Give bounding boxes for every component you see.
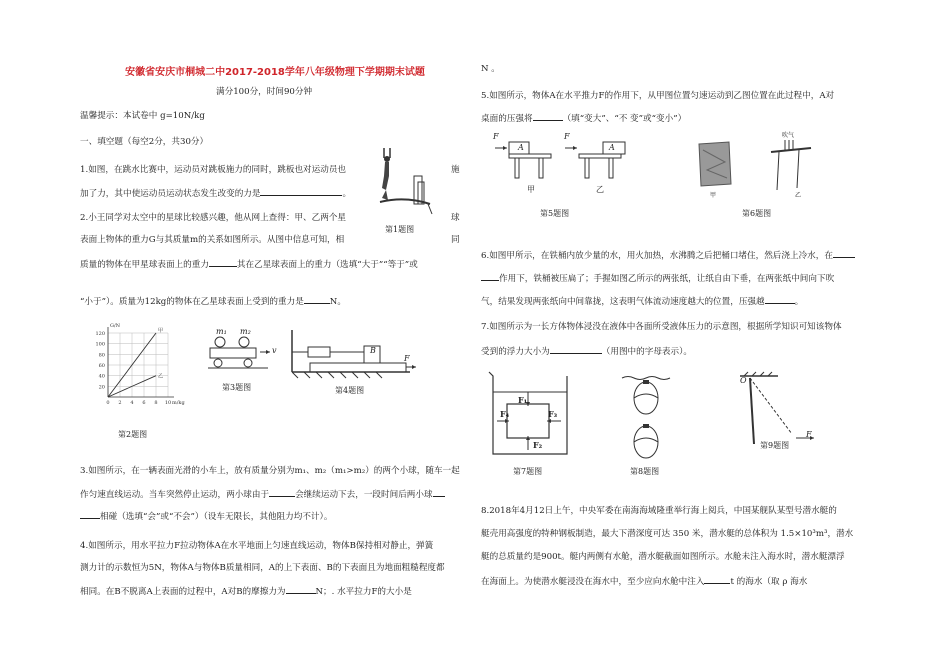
q1-line2: [80, 186, 351, 201]
q1-line2-text: 加了力，其中使运动员运动状态发生改变的力是: [80, 189, 261, 199]
fig7-beaker: [485, 370, 575, 458]
fig3-label-m1: m₁: [216, 327, 227, 336]
fig9-label-F: F: [806, 430, 812, 439]
q2-line4-end: N。: [329, 297, 346, 307]
q3-answer-blank-2[interactable]: [433, 487, 445, 497]
q7-answer-blank[interactable]: [550, 344, 602, 354]
fig2-chart: [90, 323, 185, 415]
q7-line1: 7.如图所示为一长方体物体浸没在液体中各面所受液体压力的示意图，根据所学知识可知该物体: [481, 322, 842, 332]
fig8-caption: 第8题图: [630, 467, 660, 476]
chart-y-tick-label: 20: [98, 384, 105, 391]
fig5-caption: 第5题图: [540, 209, 570, 218]
fig7-label-F4: F₄: [500, 409, 510, 419]
exam-tip: 温馨提示：本试卷中 g=10N/kg: [80, 111, 205, 121]
fig8-submarines: [622, 372, 672, 464]
q4-line1: 4.如图所示，用水平拉力F拉动物体A在水平地面上匀速直线运动，物体B保持相对静止，弹簧: [80, 541, 434, 551]
q3-line2-text: 作匀速直线运动。当车突然停止运动，两小球由于: [80, 490, 270, 500]
exam-subtitle: 满分100分，时间90分钟: [216, 87, 313, 97]
chart-y-tick-label: 120: [95, 331, 105, 337]
fig4-label-B: B: [370, 346, 376, 355]
q2-line3-end: 其在乙星球表面上的重力（选填“大于”“等于”或: [236, 260, 418, 270]
fig5-label-yi: 乙: [596, 185, 604, 194]
q2-answer-blank-1[interactable]: [209, 257, 237, 267]
q2-line2: 表面上物体的重力G与其质量m的关系如图所示。从图中信息可知，相: [80, 235, 345, 245]
chart-y-axis-label: G/N: [110, 323, 121, 329]
q3-answer-blank-3[interactable]: [80, 509, 100, 519]
chart-x-tick-label: 8: [154, 400, 158, 406]
fig4-label-F: F: [404, 354, 410, 363]
fig1-caption: 第1题图: [385, 225, 415, 234]
q1-answer-blank[interactable]: [260, 186, 342, 196]
q8-line3: 艇的总质量约是900t。艇内两侧有水舱，潜水艇截面如图所示。水舱未注入海水时，潜水艇漂浮: [481, 552, 845, 562]
chart-x-tick-label: 10: [164, 400, 172, 406]
fig7-caption: 第7题图: [513, 467, 543, 476]
chart-y-tick-label: 100: [95, 341, 105, 348]
fig1-diver: [370, 146, 430, 216]
q3-line1: 3.如图所示，在一辆表面光滑的小车上，放有质量分别为m₁、m₂（m₁>m₂）的两个小球，随车一起: [80, 466, 460, 476]
q2-answer-blank-2[interactable]: [304, 294, 330, 304]
q8-answer-blank[interactable]: [704, 574, 730, 584]
chart-x-tick-label: 4: [130, 400, 134, 406]
fig5-label-jia: 甲: [527, 185, 535, 194]
fig3-cart: [208, 332, 278, 372]
q4-line3-text: 相同。在B不脱离A上表面的过程中，A对B的摩擦力为: [80, 587, 286, 597]
q7-line2: [481, 344, 692, 359]
q3-line2-mid: 会继续运动下去，一段时间后两小球: [295, 490, 433, 500]
q3-line2: [80, 487, 445, 502]
chart-x-tick-label: 2: [118, 400, 122, 406]
q5-answer-blank[interactable]: [533, 111, 563, 121]
q6-line2: [481, 271, 834, 286]
q6-answer-blank-1b[interactable]: [481, 271, 499, 281]
chart-x-axis-label: m/kg: [172, 400, 185, 406]
q1-line2-end: 。: [342, 189, 352, 199]
fig4-caption: 第4题图: [335, 386, 365, 395]
fig6-crushed-can: [695, 140, 735, 188]
fig5-label-A1: A: [518, 143, 524, 152]
q6-line1: [481, 248, 855, 263]
q6-line3-text: 气，结果发现两张纸向中间靠拢，这表明气体流动速度越大的位置，压强越: [481, 297, 765, 307]
fig3-label-m2: m₂: [240, 327, 251, 336]
q2-line1-end: 球: [451, 213, 460, 223]
q8-line4: [481, 574, 807, 589]
q2-line3: [80, 257, 418, 272]
q5-line2-text: 桌面的压强将: [481, 114, 533, 124]
fig3-label-v: v: [272, 346, 277, 355]
q4-line3-end: N；. 水平拉力F的大小是: [315, 587, 412, 597]
q8-line4-end: t 的海水（取 ρ 海水: [730, 577, 808, 587]
q5-line1: 5.如图所示，物体A在水平推力F的作用下，从甲图位置匀速运动到乙图位置在此过程中，A对: [481, 91, 835, 101]
q2-line4-text: “小于”）。质量为12kg的物体在乙星球表面上受到的重力是: [80, 297, 304, 307]
fig9-label-O: O: [740, 376, 747, 385]
q2-line1: 2.小王同学对太空中的星球比较感兴趣，他从网上查得：甲、乙两个星: [80, 213, 347, 223]
chart-x-tick-label: 6: [142, 400, 146, 406]
q2-line2-end: 同: [451, 235, 460, 245]
fig9-caption: 第9题图: [760, 441, 790, 450]
q8-line2: 艇壳用高强度的特种钢板制造，最大下潜深度可达 350 米，潜水艇的总体积为 1.5×10³m³，潜水: [481, 529, 854, 539]
q5-line2-end: （填“变大”、“不 变”或“变小”）: [562, 114, 687, 124]
q6-line3-end: 。: [794, 297, 804, 307]
fig6-paper-sheets: [767, 138, 817, 193]
chart-y-tick-label: 60: [98, 363, 105, 369]
q7-line2-text: 受到的浮力大小为: [481, 347, 550, 357]
q5-line2: [481, 111, 686, 126]
chart-series-label: 乙: [158, 373, 164, 380]
q7-line2-end: （用图中的字母表示）。: [601, 347, 692, 357]
q4-continuation: N 。: [481, 64, 500, 74]
fig4-spring-blocks: [290, 330, 420, 380]
fig2-caption: 第2题图: [118, 430, 148, 439]
q2-line4: [80, 294, 346, 309]
q6-answer-blank-1[interactable]: [833, 248, 855, 258]
page-title: 安徽省安庆市桐城二中2017-2018学年八年级物理下学期期末试题: [125, 67, 425, 78]
fig7-label-F2: F₂: [533, 440, 543, 450]
fig3-caption: 第3题图: [222, 383, 252, 392]
q8-line4-text: 在海面上。为使潜水艇浸没在海水中，至少应向水舱中注入: [481, 577, 705, 587]
fig6-label-yi: 乙: [795, 192, 802, 199]
chart-series-label: 甲: [158, 328, 164, 334]
q6-line1-text: 6.如图甲所示，在铁桶内放少量的水，用火加热，水沸腾之后把桶口堵住，然后浇上冷水，在: [481, 251, 833, 261]
q6-line3: [481, 294, 803, 309]
q6-answer-blank-2[interactable]: [765, 294, 795, 304]
q3-line3: [80, 509, 332, 524]
fig5-label-F1: F: [493, 132, 499, 141]
q3-line3-text: 相碰（选填“会”或“不会”）（设车无限长，其他阻力均不计）。: [100, 512, 333, 522]
chart-y-tick-label: 80: [98, 352, 105, 359]
fig6-label-jia: 甲: [710, 192, 717, 199]
fig5-label-A2: A: [609, 143, 615, 152]
q4-answer-blank[interactable]: [286, 584, 316, 594]
fig6-label-chuiqi: 吹气: [782, 132, 795, 139]
fig7-label-F3: F₃: [548, 409, 558, 419]
q3-answer-blank-1[interactable]: [269, 487, 295, 497]
chart-y-tick-label: 40: [98, 373, 105, 380]
section-heading: 一、填空题（每空2分，共30分）: [80, 137, 209, 147]
q8-line1: 8.2018年4月12日上午，中央军委在南海海域隆重举行海上阅兵，中国某舰队某型号潜水艇的: [481, 506, 837, 516]
q1-line1: 1.如图，在跳水比赛中，运动员对跳板施力的同时，跳板也对运动员也: [80, 165, 347, 175]
q4-line3: [80, 584, 412, 599]
q1-line1-end: 施: [451, 165, 460, 175]
q6-line2-text: 作用下，铁桶被压扁了；手握如图乙所示的两张纸，让纸自由下垂，在两张纸中间向下吹: [499, 274, 835, 284]
fig6-caption: 第6题图: [742, 209, 772, 218]
fig5-label-F2: F: [564, 132, 570, 141]
q2-line3-text: 质量的物体在甲星球表面上的重力: [80, 260, 209, 270]
fig7-label-F1: F₁: [518, 395, 528, 405]
chart-x-tick-label: 0: [106, 400, 110, 406]
q4-line2: 测力计的示数恒为5N，物体A与物体B质量相同，A的上下表面、B的下表面且为地面粗糙程度都: [80, 563, 445, 573]
